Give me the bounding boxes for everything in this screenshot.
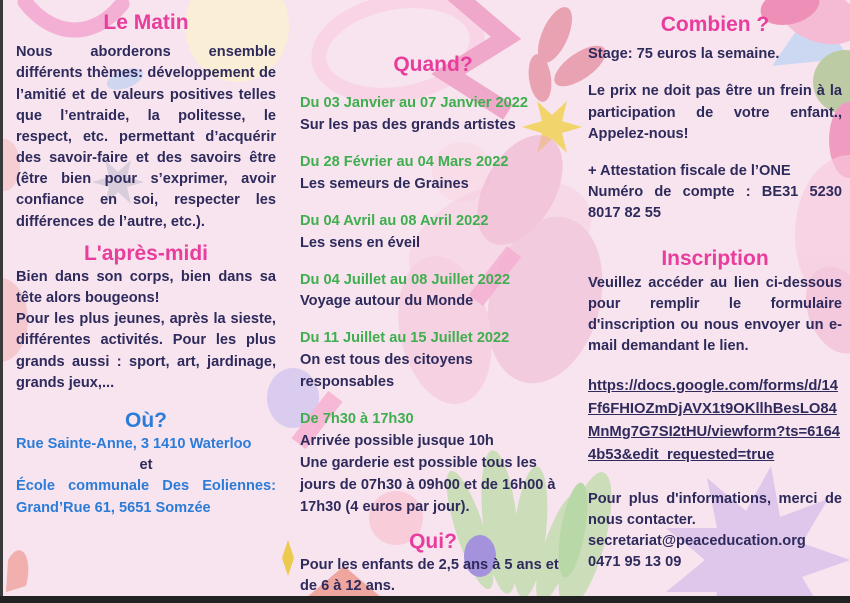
price-title: Combien ?: [660, 13, 770, 36]
bottom-edge-bar: [0, 596, 850, 603]
contact-email: secretariat@peaceducation.org: [588, 533, 806, 550]
morning-title: Le Matin: [103, 11, 189, 34]
contact-intro: Pour plus d'informations, merci de nous contacter.: [588, 490, 842, 529]
address-waterloo: Rue Sainte-Anne, 3 1410 Waterloo: [16, 436, 252, 453]
middle-panel: [300, 52, 566, 597]
session-item: [300, 328, 566, 394]
when-title: Quand?: [393, 53, 473, 76]
session-name: Les sens en éveil: [300, 234, 421, 251]
session-dates: Du 11 Juillet au 15 Juillet 2022: [300, 330, 510, 347]
and-conjunction: et: [139, 457, 153, 474]
session-name: On est tous des citoyens responsables: [300, 352, 473, 391]
session-dates: Du 03 Janvier au 07 Janvier 2022: [300, 95, 528, 112]
session-name: Voyage autour du Monde: [300, 293, 474, 310]
account-number: Numéro de compte : BE31 5230 8017 82 55: [588, 184, 842, 222]
signup-title: Inscription: [661, 247, 769, 271]
session-name: Les semeurs de Graines: [300, 175, 469, 192]
session-item: [300, 93, 566, 137]
right-panel: [588, 12, 842, 574]
price-note: Le prix ne doit pas être un frein à la participation de votre enfant., Appelez-nous!: [588, 83, 842, 142]
registration-form-link[interactable]: https://docs.google.com/forms/d/14Ff6FHIOZmDjAVX1t9OKllhBesLO84MnMg7G7SI2tHU/viewform?ts=61644b53&edit_requested=true: [588, 378, 841, 463]
session-item: [300, 152, 566, 196]
left-panel: [16, 10, 276, 519]
session-dates: Du 28 Février au 04 Mars 2022: [300, 154, 509, 171]
schedule-arrival: Arrivée possible jusque 10h: [300, 432, 494, 449]
schedule-hours: De 7h30 à 17h30: [300, 411, 414, 428]
schedule-block: [300, 409, 566, 518]
attestation-note: + Attestation fiscale de l’ONE: [588, 162, 791, 179]
who-title: Qui?: [409, 529, 457, 553]
session-dates: Du 04 Juillet au 08 Juillet 2022: [300, 271, 511, 288]
session-dates: Du 04 Avril au 08 Avril 2022: [300, 212, 489, 229]
afternoon-title: L'après-midi: [83, 241, 209, 265]
afternoon-line1: Bien dans son corps, bien dans sa tête alors bougeons!: [16, 268, 276, 307]
session-name: Sur les pas des grands artistes: [300, 117, 516, 134]
session-item: [300, 211, 566, 255]
contact-phone: 0471 95 13 09: [588, 554, 682, 571]
signup-text: Veuillez accéder au lien ci-dessous pour remplir le formulaire d'inscription ou nous envoyer un e-mail demandant le lien.: [588, 274, 842, 355]
price-stage: Stage: 75 euros la semaine.: [588, 46, 780, 63]
address-somzee: École communale Des Eoliennes: Grand’Rue 61, 5651 Somzée: [16, 478, 276, 516]
who-text: Pour les enfants de 2,5 ans à 5 ans et de 6 à 12 ans.: [300, 556, 559, 594]
schedule-daycare: Une garderie est possible tous les jours de 07h30 à 09h00 et de 16h00 à 17h30 (4 euros par jour).: [300, 454, 556, 515]
session-item: [300, 270, 566, 314]
morning-text: Nous aborderons ensemble différents thèmes: développement de l’amitié et de valeurs positives telles que l’entraide, la politesse, le respect, etc. permettant d’acquérir des savoir-faire et des savoirs être (être bien pour s’exprimer, avoir confiance en soi, respecter les différences de l’autre, etc.).: [16, 44, 276, 230]
where-title: Où?: [125, 408, 167, 432]
left-edge-border: [0, 0, 3, 603]
afternoon-line2: Pour les plus jeunes, après la sieste, différentes activités. Pour les plus grands aussi : sport, art, jardinage, grands jeux,...: [16, 311, 276, 391]
mini-star-decoration: [282, 540, 294, 576]
